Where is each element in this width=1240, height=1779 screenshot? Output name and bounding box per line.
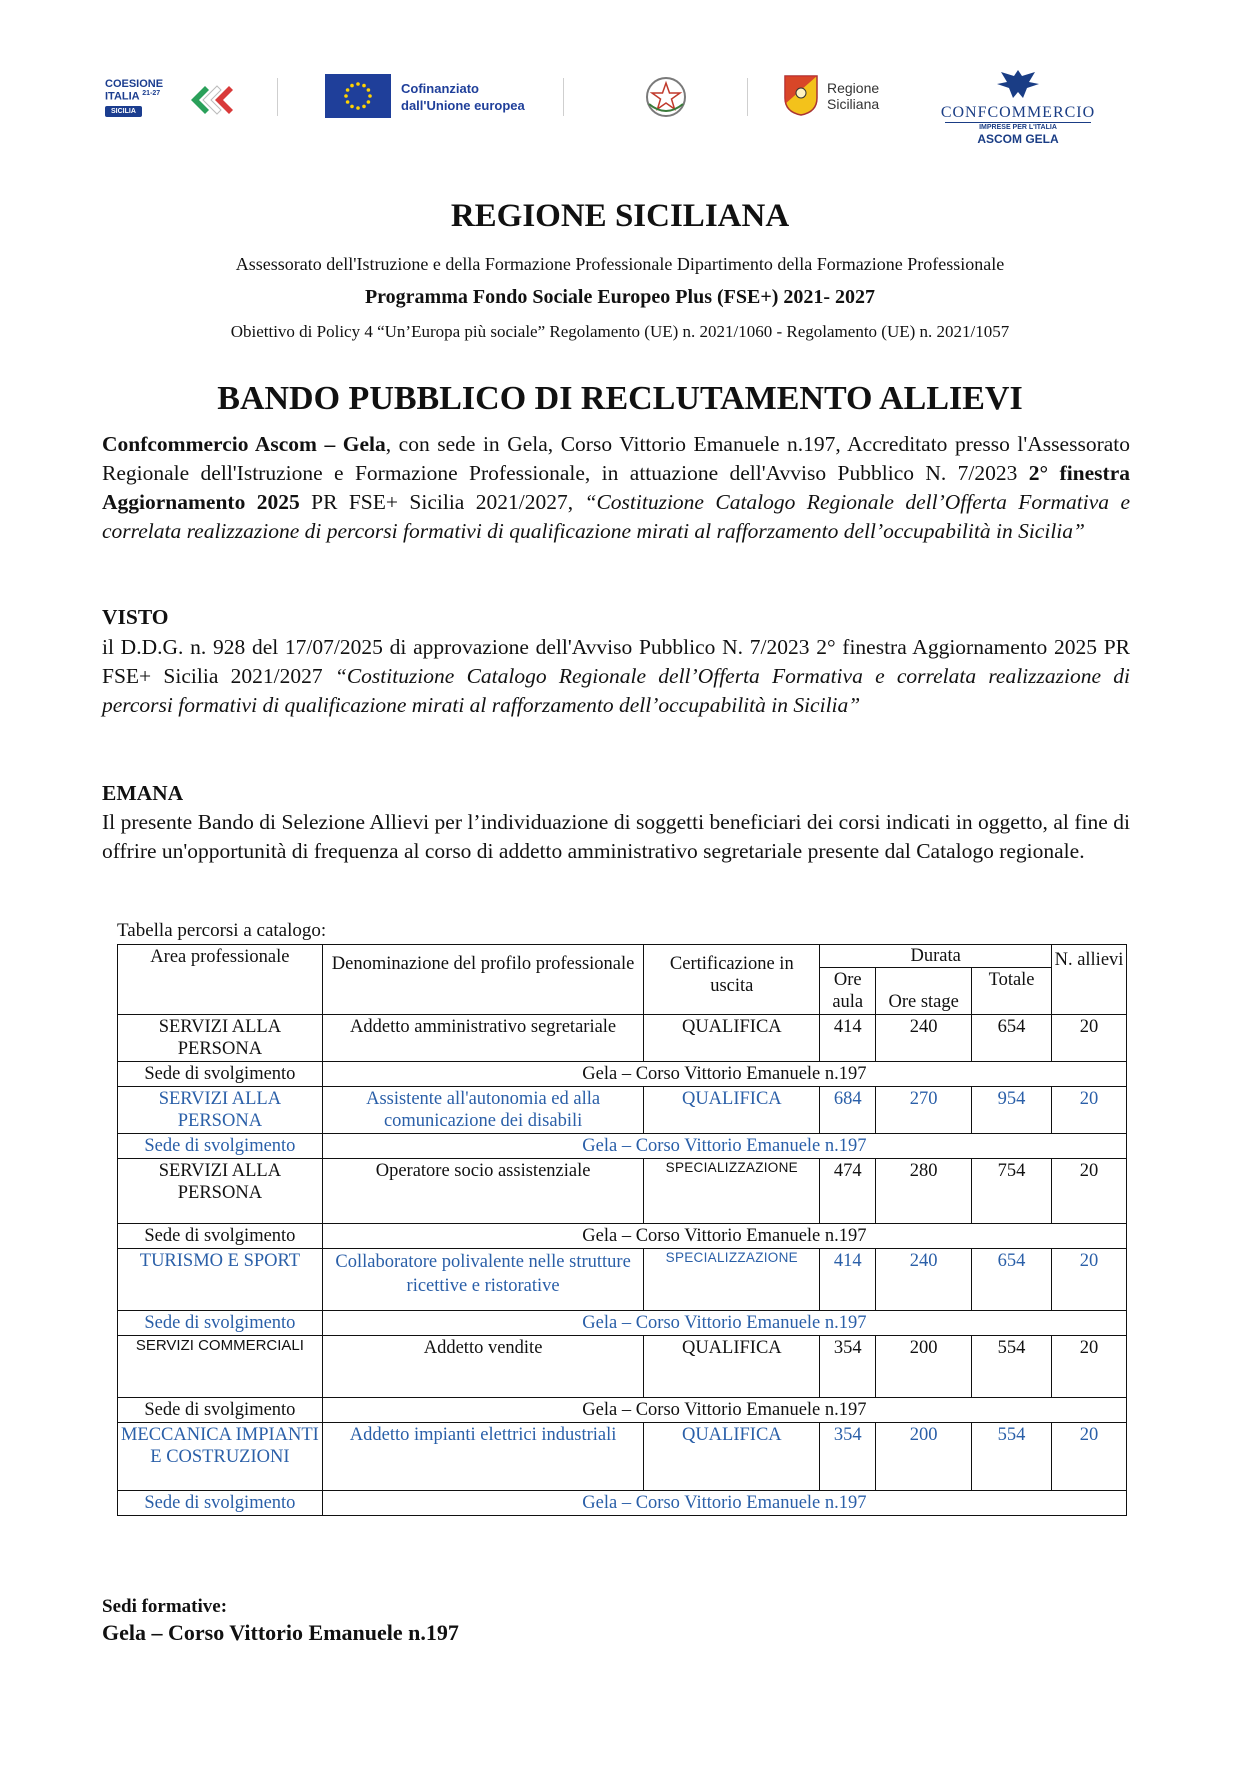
confcommercio-logo — [923, 66, 1113, 146]
cell-profilo: Assistente all'autonomia ed alla comunicazione dei disabili — [322, 1087, 644, 1134]
visto-text: il D.D.G. n. 928 del 17/07/2025 di approvazione dell'Avviso Pubblico N. 7/2023 2° finestra Aggiornamento 2025 PR FSE+ Sicilia 2021/2027 — [102, 635, 1130, 688]
cell-allievi: 20 — [1052, 1423, 1127, 1491]
header-denominazione: Denominazione del profilo professionale — [322, 945, 644, 1015]
logo-divider — [747, 78, 748, 116]
cell-area: SERVIZI COMMERCIALI — [118, 1336, 323, 1398]
cell-stage: 200 — [876, 1423, 972, 1491]
cell-sede-label: Sede di svolgimento — [118, 1311, 323, 1336]
coesione-line2 — [105, 90, 160, 103]
coesione-italia-logo — [105, 76, 255, 126]
cell-cert: QUALIFICA — [644, 1423, 820, 1491]
sedi-heading: Sedi formative: — [102, 1596, 228, 1617]
cell-sede-label: Sede di svolgimento — [118, 1224, 323, 1249]
cell-area: MECCANICA IMPIANTI E COSTRUZIONI — [118, 1423, 323, 1491]
confcommercio-name: CONFCOMMERCIO — [940, 104, 1096, 121]
cell-sede-label: Sede di svolgimento — [118, 1062, 323, 1087]
sicilia-shield-icon — [783, 74, 819, 116]
cell-totale: 654 — [972, 1249, 1052, 1311]
obiettivo-line: Obiettivo di Policy 4 “Un’Europa più sociale” Regolamento (UE) n. 2021/1060 - Regolamento (UE) n. 2021/1057 — [230, 322, 1010, 341]
eu-text — [401, 80, 525, 114]
cell-aula: 474 — [820, 1159, 876, 1224]
sede-row — [118, 1398, 1127, 1423]
assessorato-line: Assessorato dell'Istruzione e della Formazione Professionale Dipartimento della Formazione Professionale — [235, 254, 1005, 274]
table-row — [118, 1087, 1127, 1134]
sede-row — [118, 1311, 1127, 1336]
cell-allievi: 20 — [1052, 1249, 1127, 1311]
header-area: Area professionale — [118, 945, 323, 1015]
table-header-row — [118, 945, 1127, 968]
header-totale: Totale — [972, 968, 1052, 1015]
cell-allievi: 20 — [1052, 1159, 1127, 1224]
confcommercio-city: ASCOM GELA — [977, 132, 1059, 146]
logo-bar — [95, 66, 1135, 146]
cell-stage: 280 — [876, 1159, 972, 1224]
visto-heading: VISTO — [102, 605, 169, 629]
logo-divider — [563, 78, 564, 116]
sicilia-line1: Regione — [827, 80, 880, 96]
header-ore-aula: Ore aula — [820, 968, 876, 1015]
cell-sede-label: Sede di svolgimento — [118, 1491, 323, 1516]
logo-divider — [277, 78, 278, 116]
cell-allievi: 20 — [1052, 1087, 1127, 1134]
table-row — [118, 1423, 1127, 1491]
table-caption: Tabella percorsi a catalogo: — [117, 920, 327, 941]
cell-sede: Gela – Corso Vittorio Emanuele n.197 — [322, 1491, 1126, 1516]
cell-cert: QUALIFICA — [644, 1336, 820, 1398]
intro-text-b: PR FSE+ Sicilia 2021/2027, — [299, 490, 585, 514]
cell-aula: 684 — [820, 1087, 876, 1134]
table-row — [118, 1249, 1127, 1311]
cell-totale: 554 — [972, 1423, 1052, 1491]
cell-sede: Gela – Corso Vittorio Emanuele n.197 — [322, 1398, 1126, 1423]
cell-stage: 270 — [876, 1087, 972, 1134]
cell-totale: 754 — [972, 1159, 1052, 1224]
eu-line2: dall'Unione europea — [401, 98, 525, 113]
intro-italic: “Costituzione Catalogo Regionale dell’Offerta Formativa e correlata realizzazione di percorsi formativi di qualificazione mirati al rafforzamento dell’occupabilità in Sicilia” — [102, 490, 1130, 543]
confcommercio-tagline: IMPRESE PER L'ITALIA — [945, 122, 1091, 131]
cell-sede: Gela – Corso Vittorio Emanuele n.197 — [322, 1224, 1126, 1249]
cell-area: SERVIZI ALLA PERSONA — [118, 1015, 323, 1062]
sede-row — [118, 1224, 1127, 1249]
cell-profilo: Addetto amministrativo segretariale — [322, 1015, 644, 1062]
eu-line1: Cofinanziato — [401, 81, 479, 96]
italian-republic-emblem-icon — [643, 74, 689, 120]
cell-stage: 200 — [876, 1336, 972, 1398]
visto-italic: “Costituzione Catalogo Regionale dell’Offerta Formativa e correlata realizzazione di percorsi formativi di qualificazione mirati al rafforzamento dell’occupabilità in Sicilia” — [102, 664, 1130, 717]
sicilia-line2: Siciliana — [827, 96, 880, 112]
header-ore-stage: Ore stage — [876, 968, 972, 1015]
confcommercio-eagle-icon — [995, 66, 1041, 100]
coesione-line1: COESIONE — [105, 78, 164, 90]
cell-stage: 240 — [876, 1249, 972, 1311]
cell-aula: 414 — [820, 1015, 876, 1062]
sicilia-text — [827, 80, 879, 112]
bando-title: BANDO PUBBLICO DI RECLUTAMENTO ALLIEVI — [217, 380, 1023, 417]
cell-cert: SPECIALIZZAZIONE — [644, 1159, 820, 1224]
cell-profilo: Addetto vendite — [322, 1336, 644, 1398]
intro-paragraph — [102, 430, 1130, 546]
cell-sede-label: Sede di svolgimento — [118, 1134, 323, 1159]
coesione-years: 21-27 — [142, 90, 161, 97]
cell-profilo: Collaboratore polivalente nelle strutture ricettive e ristorative — [322, 1249, 644, 1311]
cell-sede: Gela – Corso Vittorio Emanuele n.197 — [322, 1311, 1126, 1336]
sede-row — [118, 1134, 1127, 1159]
cell-aula: 354 — [820, 1423, 876, 1491]
cell-area: TURISMO E SPORT — [118, 1249, 323, 1311]
eu-cofinanziato-logo — [325, 74, 555, 120]
cell-aula: 414 — [820, 1249, 876, 1311]
coesione-italia-text: ITALIA — [105, 90, 140, 103]
cell-allievi: 20 — [1052, 1336, 1127, 1398]
catalog-table — [117, 944, 1127, 1516]
sede-row — [118, 1062, 1127, 1087]
table-row — [118, 1336, 1127, 1398]
cell-allievi: 20 — [1052, 1015, 1127, 1062]
cell-totale: 954 — [972, 1087, 1052, 1134]
cell-aula: 354 — [820, 1336, 876, 1398]
cell-stage: 240 — [876, 1015, 972, 1062]
cell-sede: Gela – Corso Vittorio Emanuele n.197 — [322, 1062, 1126, 1087]
sedi-value: Gela – Corso Vittorio Emanuele n.197 — [102, 1620, 459, 1645]
programma-line: Programma Fondo Sociale Europeo Plus (FSE+) 2021- 2027 — [364, 286, 876, 308]
cell-cert: QUALIFICA — [644, 1015, 820, 1062]
coesione-arrows-icon — [187, 82, 233, 118]
eu-flag-icon — [325, 74, 391, 118]
intro-org-name: Confcommercio Ascom – Gela — [102, 432, 386, 456]
header-certificazione: Certificazione in uscita — [644, 945, 820, 1015]
cell-cert: SPECIALIZZAZIONE — [644, 1249, 820, 1311]
header-durata: Durata — [820, 945, 1052, 968]
table-row — [118, 1015, 1127, 1062]
cell-area: SERVIZI ALLA PERSONA — [118, 1159, 323, 1224]
emana-heading: EMANA — [102, 781, 184, 805]
emana-paragraph: Il presente Bando di Selezione Allievi per l’individuazione di soggetti beneficiari dei corsi indicati in oggetto, al fine di offrire un'opportunità di frequenza al corso di addetto amministrativo segretariale presente dal Catalogo regionale. — [102, 810, 1130, 863]
visto-paragraph — [102, 633, 1130, 720]
cell-profilo: Addetto impianti elettrici industriali — [322, 1423, 644, 1491]
cell-sede: Gela – Corso Vittorio Emanuele n.197 — [322, 1134, 1126, 1159]
cell-totale: 554 — [972, 1336, 1052, 1398]
header-allievi: N. allievi — [1052, 945, 1127, 1015]
cell-cert: QUALIFICA — [644, 1087, 820, 1134]
regione-siciliana-logo — [783, 74, 903, 120]
page-title: REGIONE SICILIANA — [450, 198, 790, 234]
cell-area: SERVIZI ALLA PERSONA — [118, 1087, 323, 1134]
table-row — [118, 1159, 1127, 1224]
intro-window: 2° finestra Aggiornamento 2025 — [102, 461, 1130, 514]
cell-totale: 654 — [972, 1015, 1052, 1062]
coesione-region-pill: SICILIA — [105, 106, 142, 117]
intro-text-a: , con sede in Gela, Corso Vittorio Emanuele n.197, Accreditato presso l'Assessorato Regionale dell'Istruzione e Formazione Professionale, in attuazione dell'Avviso Pubblico N. 7/2023 — [102, 432, 1130, 485]
cell-sede-label: Sede di svolgimento — [118, 1398, 323, 1423]
sede-row — [118, 1491, 1127, 1516]
cell-profilo: Operatore socio assistenziale — [322, 1159, 644, 1224]
